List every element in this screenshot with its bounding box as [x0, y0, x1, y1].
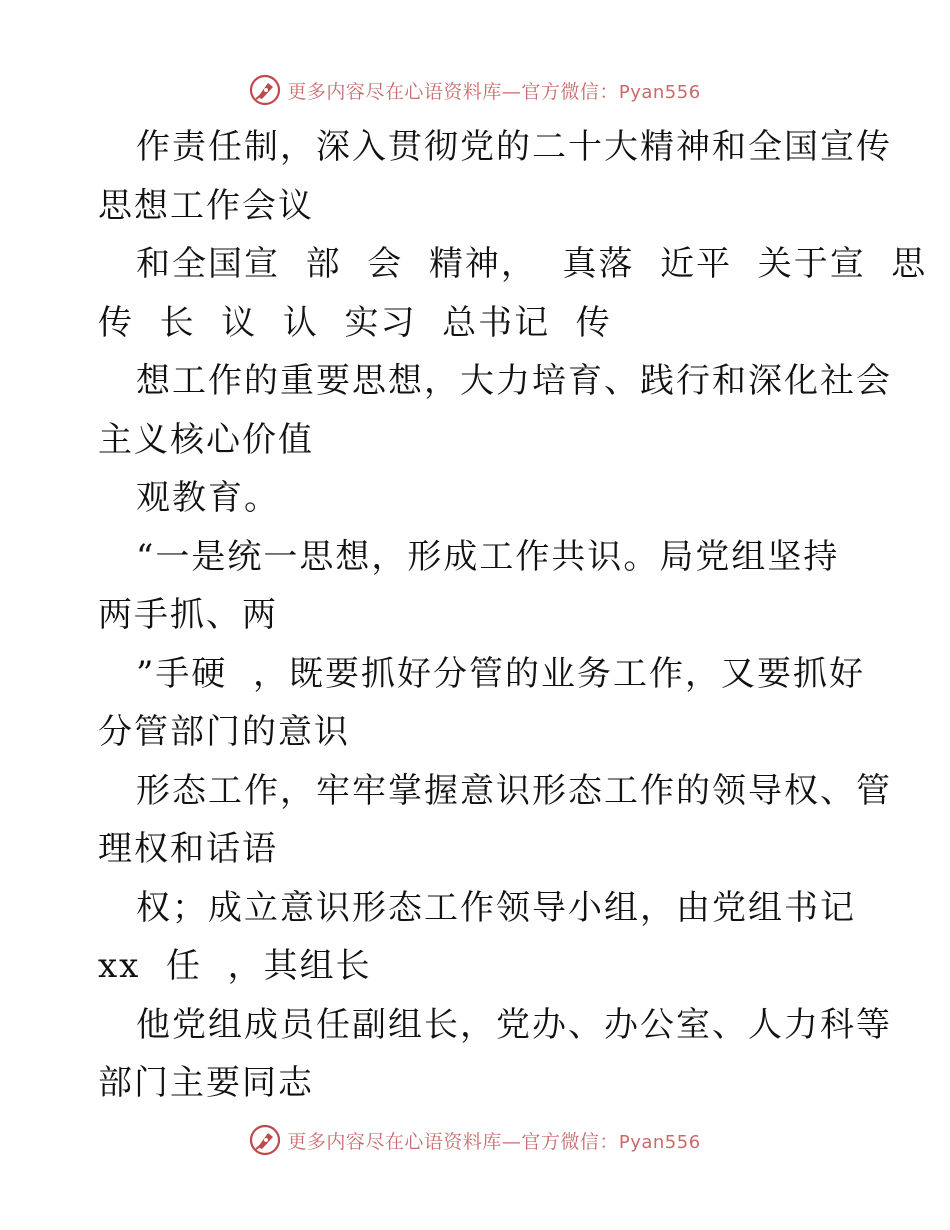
text-line: ”手硬 ，既要抓好分管的业务工作，又要抓好: [136, 653, 865, 694]
watermark-text: 更多内容尽在心语资料库—官方微信：Pyan556: [287, 1130, 701, 1153]
text-line: 权；成立意识形态工作领导小组，由党组书记: [136, 887, 856, 928]
text-line: 想工作的重要思想，大力培育、践行和深化社会: [136, 361, 892, 401]
text-line: 形态工作，牢牢掌握意识形态工作的领导权、管: [136, 770, 892, 811]
text-line: 分管部门的意识: [98, 712, 350, 752]
watermark-text: 更多内容尽在心语资料库—官方微信：Pyan556: [287, 80, 701, 103]
text-line: xx 任 ，其组长: [98, 946, 372, 986]
pen-nib-logo-icon: [249, 74, 281, 106]
text-line: 和全国宣 部 会 精神， 真落 近平 关于宣 思: [136, 244, 928, 284]
footer-watermark: [0, 1120, 950, 1160]
header-watermark: [0, 70, 950, 110]
text-line: 传 长 议 认 实习 总书记 传: [98, 302, 612, 343]
text-line: 他党组成员任副组长，党办、办公室、人力科等: [136, 1004, 892, 1045]
text-line: 两手抓、两: [98, 595, 278, 635]
text-line: 主义核心价值: [98, 419, 314, 460]
text-line: 部门主要同志: [98, 1063, 314, 1103]
text-line: “一是统一思想，形成工作共识。局党组坚持: [136, 536, 840, 577]
document-body: [98, 118, 928, 1113]
text-line: 思想工作会议: [98, 185, 314, 226]
text-line: 观教育。: [136, 478, 280, 518]
pen-nib-logo-icon: [249, 1124, 281, 1156]
text-line: 理权和话语: [98, 829, 278, 869]
text-line: 作责任制，深入贯彻党的二十大精神和全国宣传: [136, 127, 892, 167]
